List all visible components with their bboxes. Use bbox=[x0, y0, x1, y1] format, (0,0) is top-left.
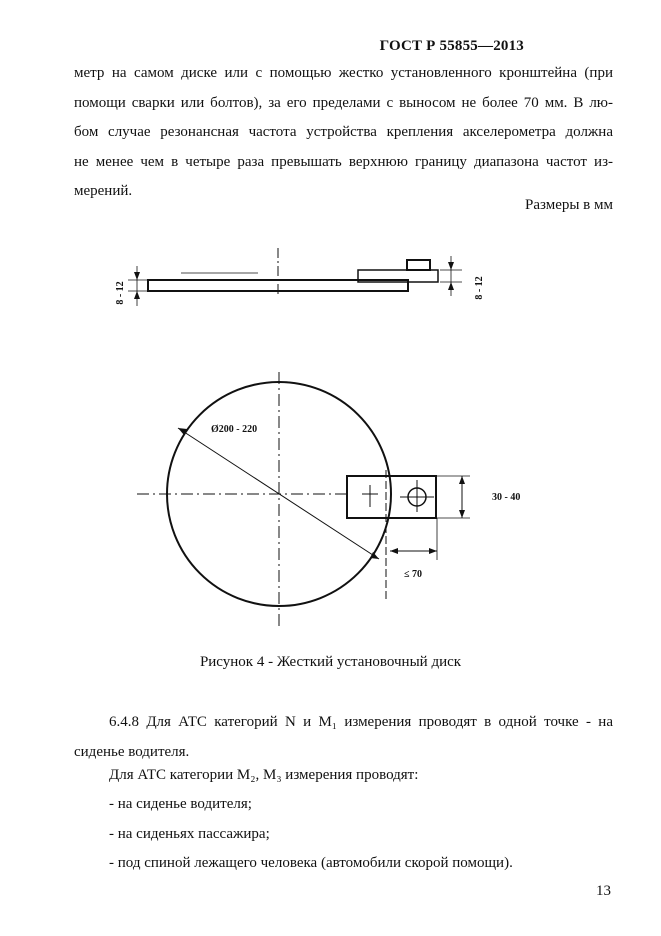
bullet-item: - на сиденьях пассажира; bbox=[109, 826, 270, 842]
document-header: ГОСТ Р 55855—2013 bbox=[379, 38, 524, 54]
offset-label: ≤ 70 bbox=[404, 569, 422, 580]
section-6-4-8 bbox=[74, 708, 613, 767]
categories-line: Для АТС категории M₂, M₃ измерения проводят: bbox=[109, 767, 419, 783]
bullet-item: - под спиной лежащего человека (автомобили скорой помощи). bbox=[109, 855, 513, 871]
text-line: не менее чем в четыре раза превышать верхнюю границу диапазона частот из- bbox=[74, 153, 613, 170]
text-line: бом случае резонансная частота устройства крепления акселерометра должна bbox=[74, 124, 613, 141]
page-number: 13 bbox=[596, 883, 611, 899]
side-dim-left: 8 - 12 bbox=[115, 281, 126, 305]
text-line: сиденье водителя. bbox=[74, 743, 190, 760]
text-line: 6.4.8 Для АТС категорий N и M₁ измерения проводят в одной точке - на bbox=[109, 714, 613, 730]
text-line: мерений. bbox=[74, 183, 133, 200]
figure-caption: Рисунок 4 - Жесткий установочный диск bbox=[199, 654, 462, 670]
sensor-side-view bbox=[407, 260, 430, 270]
text-line: метр на самом диске или с помощью жестко установленного кронштейна (при bbox=[74, 65, 613, 81]
text-line: помощи сварки или болтов), за его пределами с выносом не более 70 мм. В лю- bbox=[74, 94, 613, 111]
diameter-label: Ø200 - 220 bbox=[211, 424, 258, 435]
side-dim-right: 8 - 12 bbox=[474, 276, 485, 300]
bullet-item: - на сиденье водителя; bbox=[109, 796, 252, 812]
bracket-height-label: 30 - 40 bbox=[492, 492, 521, 503]
dimensions-note: Размеры в мм bbox=[524, 197, 613, 213]
